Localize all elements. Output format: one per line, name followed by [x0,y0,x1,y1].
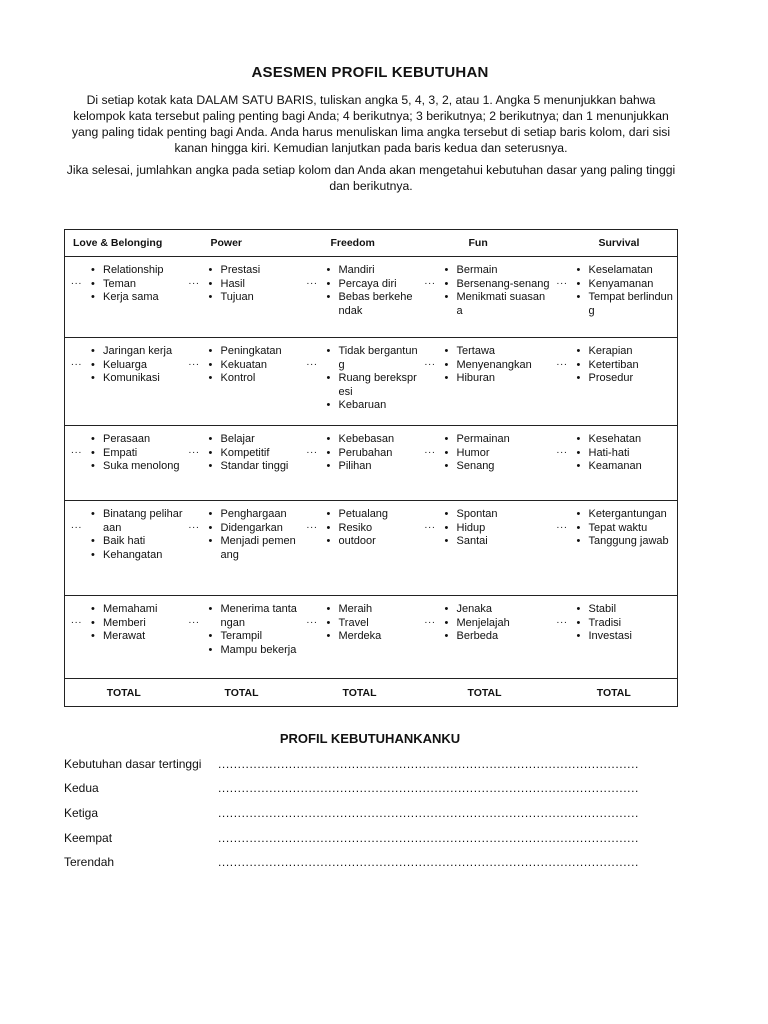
score-cell [419,501,551,596]
word-item: • Terampil [207,630,301,644]
score-cell [65,596,183,679]
word-item: • Percaya diri [325,278,419,292]
score-blank-dots: ... [188,357,200,368]
word-list [89,345,183,386]
word-item: • Keluarga [89,359,183,373]
score-blank-dots: ... [556,357,568,368]
score-blank-dots: ... [71,520,83,531]
word-item: • Hasil [207,278,301,292]
word-item: • Peningkatan [207,345,301,359]
score-cell [65,501,183,596]
word-item: • Kerja sama [89,291,183,305]
header-power: Power [183,230,301,257]
score-blank-dots: ... [71,276,83,287]
word-list [575,603,678,644]
word-item: • Belajar [207,433,301,447]
profile-label: Ketiga [64,806,99,820]
word-item: • Hiburan [443,372,551,386]
word-item: • Menyenangkan [443,359,551,373]
word-item: • Merdeka [325,630,419,644]
word-item: • Jenaka [443,603,551,617]
score-blank[interactable] [301,447,325,474]
score-blank[interactable] [419,522,443,549]
score-blank-dots: ... [306,615,318,626]
score-blank-dots: ... [188,520,200,531]
word-item: • Mampu bekerja [207,644,301,658]
score-blank[interactable] [65,278,89,305]
word-list [443,345,551,386]
word-list [325,433,419,474]
table-row [65,501,678,596]
word-item: • Tradisi [575,617,678,631]
table-header-row [65,230,678,257]
word-item: • Keamanan [575,460,678,474]
score-blank-dots: ... [556,276,568,287]
score-cell [301,501,419,596]
score-blank[interactable] [183,359,207,386]
word-list [89,433,183,474]
score-blank[interactable] [301,522,325,549]
word-item: • Menerima tantangan [207,603,301,630]
word-list [443,433,551,474]
score-blank[interactable] [551,278,575,318]
score-cell [551,338,678,426]
word-item: • Prestasi [207,264,301,278]
word-list [325,603,419,644]
score-cell [301,596,419,679]
word-item: • Berbeda [443,630,551,644]
score-blank[interactable] [301,278,325,318]
word-item: • Binatang peliharaan [89,508,183,535]
answer-line[interactable]: ........................................................................................................... [218,757,639,771]
word-item: • Bersenang-senang [443,278,551,292]
word-item: • Resiko [325,522,419,536]
score-cell [65,338,183,426]
word-item: • outdoor [325,535,419,549]
profile-label: Kebutuhan dasar tertinggi [64,757,202,771]
word-list [207,603,301,657]
score-blank[interactable] [183,447,207,474]
score-blank[interactable] [419,359,443,386]
word-item: • Meraih [325,603,419,617]
word-list [89,603,183,644]
word-list [575,433,678,474]
word-item: • Petualang [325,508,419,522]
score-blank[interactable] [183,522,207,562]
word-item: • Pilihan [325,460,419,474]
score-blank[interactable] [551,617,575,644]
word-item: • Perubahan [325,447,419,461]
word-item: • Kenyamanan [575,278,678,292]
word-item: • Jaringan kerja [89,345,183,359]
word-item: • Kerapian [575,345,678,359]
score-blank[interactable] [183,617,207,657]
table-row [65,596,678,679]
score-blank-dots: ... [306,276,318,287]
score-blank-dots: ... [306,520,318,531]
profile-row-lowest [64,855,684,871]
score-cell [65,426,183,501]
score-cell [183,257,301,338]
table-row [65,338,678,426]
header-fun: Fun [419,230,551,257]
score-cell [301,257,419,338]
score-blank[interactable] [419,447,443,474]
word-item: • Ruang berekspresi [325,372,419,399]
document-title: ASESMEN PROFIL KEBUTUHAN [251,64,489,81]
score-blank[interactable] [183,278,207,305]
total-cell[interactable]: TOTAL [551,679,678,707]
score-cell [551,257,678,338]
score-blank[interactable] [551,359,575,386]
word-list [207,264,301,305]
word-item: • Spontan [443,508,551,522]
word-list [325,508,419,549]
score-cell [301,426,419,501]
header-survival: Survival [551,230,678,257]
total-cell[interactable]: TOTAL [419,679,551,707]
word-item: • Kekuatan [207,359,301,373]
score-cell [183,338,301,426]
word-item: • Stabil [575,603,678,617]
word-item: • Tidak bergantung [325,345,419,372]
word-item: • Menikmati suasana [443,291,551,318]
profile-label: Terendah [64,855,115,869]
word-list [207,508,301,562]
word-item: • Memberi [89,617,183,631]
header-freedom: Freedom [301,230,419,257]
score-blank[interactable] [65,359,89,386]
word-item: • Suka menolong [89,460,183,474]
word-item: • Perasaan [89,433,183,447]
score-blank[interactable] [419,278,443,318]
score-cell [419,257,551,338]
word-item: • Tujuan [207,291,301,305]
word-item: • Kehangatan [89,549,183,563]
word-item: • Kesehatan [575,433,678,447]
profile-row-third [64,806,684,822]
word-item: • Tanggung jawab [575,535,678,549]
score-blank-dots: ... [188,276,200,287]
word-item: • Teman [89,278,183,292]
score-blank-dots: ... [306,445,318,456]
word-item: • Tempat berlindung [575,291,678,318]
word-item: • Permainan [443,433,551,447]
word-item: • Kebaruan [325,399,419,413]
profile-title: PROFIL KEBUTUHANKANKU [279,731,461,746]
score-blank-dots: ... [71,615,83,626]
word-item: • Relationship [89,264,183,278]
profile-row-highest [64,757,684,773]
score-blank[interactable] [301,617,325,644]
score-cell [551,426,678,501]
score-blank[interactable] [65,447,89,474]
word-item: • Didengarkan [207,522,301,536]
word-item: • Bermain [443,264,551,278]
score-blank-dots: ... [424,445,436,456]
score-blank-dots: ... [556,445,568,456]
answer-line[interactable]: ........................................................................................................... [218,806,639,820]
score-cell [419,426,551,501]
total-cell[interactable]: TOTAL [301,679,419,707]
word-item: • Baik hati [89,535,183,549]
profile-row-second [64,781,684,797]
answer-line[interactable]: ........................................................................................................... [218,855,639,869]
score-cell [419,596,551,679]
word-item: • Standar tinggi [207,460,301,474]
score-blank-dots: ... [556,520,568,531]
word-list [207,345,301,386]
word-item: • Tertawa [443,345,551,359]
word-item: • Keselamatan [575,264,678,278]
word-list [325,264,419,318]
word-item: • Santai [443,535,551,549]
word-item: • Mandiri [325,264,419,278]
word-item: • Hidup [443,522,551,536]
score-blank[interactable] [419,617,443,644]
word-item: • Hati-hati [575,447,678,461]
word-list [575,264,678,318]
score-blank-dots: ... [188,445,200,456]
word-item: • Humor [443,447,551,461]
score-blank[interactable] [301,359,325,413]
instructions [64,92,678,200]
score-blank-dots: ... [188,615,200,626]
score-blank-dots: ... [306,357,318,368]
instructions-paragraph-2: Jika selesai, jumlahkan angka pada setiap kolom dan Anda akan mengetahui kebutuhan dasar yang paling tinggi dan berikutnya. [66,163,676,193]
word-item: • Kebebasan [325,433,419,447]
word-item: • Empati [89,447,183,461]
word-item: • Investasi [575,630,678,644]
total-row [65,679,678,707]
word-list [207,433,301,474]
word-item: • Tepat waktu [575,522,678,536]
assessment-table [64,229,678,707]
word-item: • Ketertiban [575,359,678,373]
score-blank[interactable] [65,522,89,562]
word-item: • Kompetitif [207,447,301,461]
word-item: • Kontrol [207,372,301,386]
score-blank-dots: ... [71,357,83,368]
word-list [89,508,183,562]
score-cell [301,338,419,426]
score-blank-dots: ... [71,445,83,456]
score-cell [419,338,551,426]
word-item: • Ketergantungan [575,508,678,522]
score-blank-dots: ... [424,357,436,368]
word-list [443,603,551,644]
score-blank-dots: ... [424,276,436,287]
score-cell [551,501,678,596]
word-list [89,264,183,305]
word-item: • Memahami [89,603,183,617]
score-blank[interactable] [551,522,575,549]
profile-row-fourth [64,831,684,847]
score-cell [183,596,301,679]
word-item: • Menjelajah [443,617,551,631]
instructions-paragraph-1: Di setiap kotak kata DALAM SATU BARIS, tuliskan angka 5, 4, 3, 2, atau 1. Angka 5 menunjukkan bahwa kelompok kata tersebut paling penting bagi Anda; 4 berikutnya; 3 berikutnya; 2 berikutnya; dan 1 menunjukkan yang paling tidak penting bagi Anda. Anda harus menuliskan lima angka tersebut di setiap baris kolom, dari sisi kanan hingga kiri. Kemudian lanjutkan pada baris kedua dan seterusnya. [71,93,671,155]
profile-label: Kedua [64,781,99,795]
score-blank-dots: ... [424,615,436,626]
word-item: • Travel [325,617,419,631]
profile-label: Keempat [64,831,113,845]
header-love-belonging: Love & Belonging [65,230,183,257]
score-cell [183,426,301,501]
score-blank[interactable] [551,447,575,474]
table-row [65,257,678,338]
score-cell [551,596,678,679]
word-list [575,345,678,386]
score-blank[interactable] [65,617,89,644]
word-item: • Penghargaan [207,508,301,522]
word-item: • Prosedur [575,372,678,386]
word-list [325,345,419,413]
word-item: • Menjadi pemenang [207,535,301,562]
answer-line[interactable]: ........................................................................................................... [218,831,639,845]
word-list [443,264,551,318]
score-blank-dots: ... [556,615,568,626]
word-item: • Komunikasi [89,372,183,386]
word-item: • Bebas berkehendak [325,291,419,318]
total-cell[interactable]: TOTAL [183,679,301,707]
word-list [443,508,551,549]
word-item: • Senang [443,460,551,474]
score-cell [183,501,301,596]
answer-line[interactable]: ........................................................................................................... [218,781,639,795]
total-cell[interactable]: TOTAL [65,679,183,707]
table-row [65,426,678,501]
score-blank-dots: ... [424,520,436,531]
score-cell [65,257,183,338]
word-item: • Merawat [89,630,183,644]
word-list [575,508,678,549]
